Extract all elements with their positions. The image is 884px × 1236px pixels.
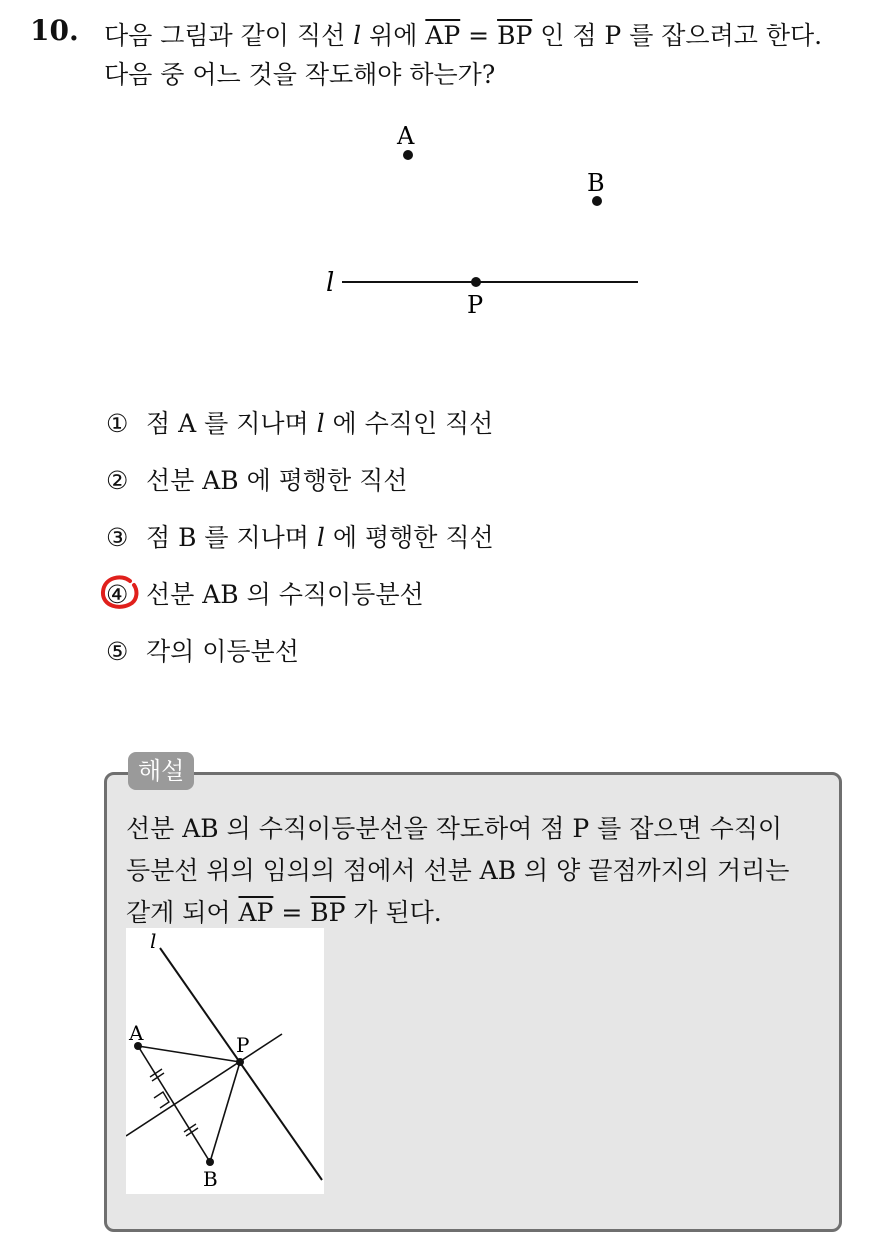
point-p-label: P xyxy=(467,291,484,319)
segment-bp-line xyxy=(210,1062,240,1162)
solution-line-2: 등분선 위의 임의의 점에서 선분 AB 의 양 끝점까지의 거리는 xyxy=(126,856,790,885)
point-a xyxy=(403,150,413,160)
segment-bp: $\overline{BP}$ xyxy=(497,21,533,50)
question-text xyxy=(104,16,874,94)
question-line-1-part-a: 다음 그림과 같이 직선 xyxy=(104,21,354,50)
point-p xyxy=(471,277,481,287)
question-line-1-part-c: 인 점 P 를 잡으려고 한다. xyxy=(532,21,823,50)
solution-point-b-label: B xyxy=(203,1167,218,1191)
question-line-1 xyxy=(104,16,874,55)
question-line-l: l xyxy=(353,21,362,50)
solution-segment-ap: $\overline{AP}$ xyxy=(238,898,274,927)
choice-text-end: 에 평행한 직선 xyxy=(324,523,494,552)
choice-4[interactable] xyxy=(106,573,494,630)
question-number: 10. xyxy=(30,14,79,47)
choice-number: ⑤ xyxy=(106,637,129,666)
solution-point-a-label: A xyxy=(129,1021,144,1045)
segment-ap-line xyxy=(138,1046,240,1062)
point-a-label: A xyxy=(397,122,415,150)
choice-text-end: 에 수직인 직선 xyxy=(324,409,494,438)
choice-3[interactable] xyxy=(106,516,494,573)
choice-text: 선분 AB 의 수직이등분선 xyxy=(146,580,424,609)
solution-line-3-part-a: 같게 되어 xyxy=(126,898,239,927)
question-line-2: 다음 중 어느 것을 작도해야 하는가? xyxy=(104,60,496,89)
choice-2[interactable] xyxy=(106,459,494,516)
solution-figure xyxy=(126,928,324,1194)
solution-point-p xyxy=(236,1058,244,1066)
perpendicular-bisector xyxy=(126,1034,282,1136)
point-b-label: B xyxy=(587,169,605,197)
choice-number: ③ xyxy=(106,523,129,552)
question-line-1-part-b: 위에 xyxy=(361,21,426,50)
choice-number: ① xyxy=(106,409,129,438)
answer-circle-mark xyxy=(100,575,140,611)
question-figure xyxy=(300,110,660,330)
choice-number: ② xyxy=(106,466,129,495)
choice-text: 점 B 를 지나며 xyxy=(146,523,317,552)
choice-line-l: l xyxy=(316,409,325,438)
line-l-label: l xyxy=(326,268,335,298)
solution-line-l-label: l xyxy=(150,929,157,953)
choice-text: 각의 이등분선 xyxy=(146,637,299,666)
solution-point-b xyxy=(206,1158,214,1166)
solution-tab: 해설 xyxy=(128,752,194,790)
equal-tick-upper xyxy=(150,1069,164,1081)
equals-sign: = xyxy=(460,21,498,50)
solution-point-p-label: P xyxy=(236,1033,250,1057)
solution-text xyxy=(126,808,842,934)
choice-text: 점 A 를 지나며 xyxy=(146,409,317,438)
right-angle-mark xyxy=(154,1092,169,1108)
choice-line-l: l xyxy=(316,523,325,552)
choice-number: ④ xyxy=(106,580,129,609)
solution-segment-bp: $\overline{BP}$ xyxy=(310,898,346,927)
choice-5[interactable] xyxy=(106,630,494,687)
choice-text: 선분 AB 에 평행한 직선 xyxy=(146,466,408,495)
answer-choices xyxy=(106,402,494,687)
segment-ab xyxy=(138,1046,210,1162)
segment-ap: $\overline{AP}$ xyxy=(425,21,461,50)
choice-1[interactable] xyxy=(106,402,494,459)
point-b xyxy=(592,196,602,206)
solution-line-3-part-b: 가 된다. xyxy=(345,898,442,927)
solution-equals-sign: = xyxy=(273,898,311,927)
solution-line-1: 선분 AB 의 수직이등분선을 작도하여 점 P 를 잡으면 수직이 xyxy=(126,814,783,843)
